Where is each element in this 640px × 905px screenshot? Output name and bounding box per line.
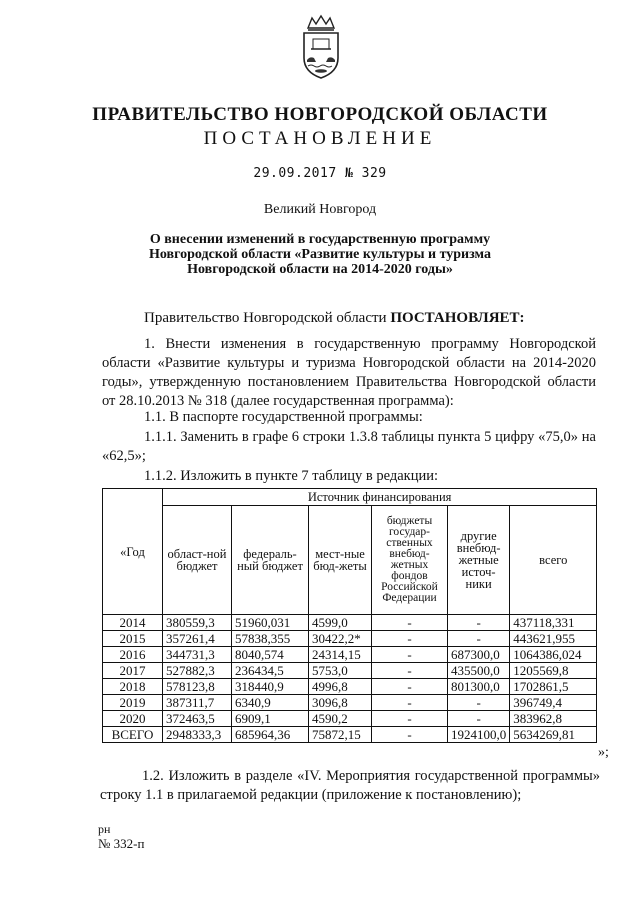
table-cell: 437118,331 bbox=[510, 615, 597, 631]
table-row bbox=[103, 647, 597, 663]
table-cell: - bbox=[372, 711, 448, 727]
table-row bbox=[103, 663, 597, 679]
paragraph-1-1: 1.1. В паспорте государственной программы: bbox=[144, 409, 423, 425]
table-cell: 5634269,81 bbox=[510, 727, 597, 743]
table-cell: 2016 bbox=[103, 647, 163, 663]
table-cell: - bbox=[372, 631, 448, 647]
subject-heading: О внесении изменений в государственную программу Новгородской области «Развитие культуры и туризма Новгородской области на 2014-2020 годы» bbox=[149, 232, 491, 277]
table-row bbox=[103, 631, 597, 647]
table-cell: 4599,0 bbox=[309, 615, 372, 631]
col-header: област-ной бюджет bbox=[163, 506, 232, 615]
table-cell: 6340,9 bbox=[232, 695, 309, 711]
table-cell: - bbox=[372, 615, 448, 631]
table-cell: 578123,8 bbox=[163, 679, 232, 695]
resolves-keyword: ПОСТАНОВЛЯЕТ: bbox=[390, 310, 525, 326]
table-cell: 3096,8 bbox=[309, 695, 372, 711]
table-cell: 236434,5 bbox=[232, 663, 309, 679]
table-cell: ВСЕГО bbox=[103, 727, 163, 743]
coat-of-arms-icon bbox=[298, 14, 344, 80]
table-cell: 2014 bbox=[103, 615, 163, 631]
table-cell: 4590,2 bbox=[309, 711, 372, 727]
table-cell: 685964,36 bbox=[232, 727, 309, 743]
footer-doc-code: № 332-п bbox=[98, 836, 145, 851]
col-header: федераль-ный бюджет bbox=[232, 506, 309, 615]
resolves-prefix: Правительство Новгородской области bbox=[144, 310, 391, 326]
table-cell: 2017 bbox=[103, 663, 163, 679]
financing-table bbox=[102, 488, 597, 743]
resolves-line bbox=[144, 310, 525, 327]
paragraph-1-1-1: 1.1.1. Заменить в графе 6 строки 1.3.8 таблицы пункта 5 цифру «75,0» на «62,5»; bbox=[102, 429, 596, 464]
table-cell: 2018 bbox=[103, 679, 163, 695]
table-row bbox=[103, 695, 597, 711]
table-cell: 2948333,3 bbox=[163, 727, 232, 743]
table-cell: 2020 bbox=[103, 711, 163, 727]
table-cell: - bbox=[448, 631, 510, 647]
table-cell: 6909,1 bbox=[232, 711, 309, 727]
table-row bbox=[103, 711, 597, 727]
table-cell: - bbox=[372, 695, 448, 711]
table-cell: - bbox=[372, 647, 448, 663]
table-cell: - bbox=[372, 663, 448, 679]
table-row bbox=[103, 727, 597, 743]
table-cell: 2015 bbox=[103, 631, 163, 647]
footer-initials: рн bbox=[98, 822, 111, 836]
table-cell: - bbox=[448, 615, 510, 631]
table-cell: - bbox=[372, 727, 448, 743]
table-closing-quote: »; bbox=[598, 745, 609, 760]
table-cell: 383962,8 bbox=[510, 711, 597, 727]
table-cell: 1924100,0 bbox=[448, 727, 510, 743]
table-cell: 5753,0 bbox=[309, 663, 372, 679]
table-cell: 380559,3 bbox=[163, 615, 232, 631]
col-header: мест-ные бюд-жеты bbox=[309, 506, 372, 615]
date-number: 29.09.2017 № 329 bbox=[253, 166, 387, 181]
table-cell: 4996,8 bbox=[309, 679, 372, 695]
table-row bbox=[103, 679, 597, 695]
table-cell: 387311,7 bbox=[163, 695, 232, 711]
table-cell: 2019 bbox=[103, 695, 163, 711]
table-cell: 318440,9 bbox=[232, 679, 309, 695]
table-cell: 51960,031 bbox=[232, 615, 309, 631]
document-type: ПОСТАНОВЛЕНИЕ bbox=[203, 128, 437, 149]
paragraph-1-2: 1.2. Изложить в разделе «IV. Мероприятия государственной программы» строку 1.1 в прилагаемой редакции (приложение к постановлению); bbox=[100, 768, 600, 803]
table-cell: 1064386,024 bbox=[510, 647, 597, 663]
table-cell: 527882,3 bbox=[163, 663, 232, 679]
table-cell: 1702861,5 bbox=[510, 679, 597, 695]
table-cell: 344731,3 bbox=[163, 647, 232, 663]
table-cell: 30422,2* bbox=[309, 631, 372, 647]
table-cell: 24314,15 bbox=[309, 647, 372, 663]
city: Великий Новгород bbox=[263, 202, 377, 217]
table-cell: 8040,574 bbox=[232, 647, 309, 663]
source-group-header: Источник финансирования bbox=[163, 489, 597, 506]
table-cell: 57838,355 bbox=[232, 631, 309, 647]
col-header: всего bbox=[510, 506, 597, 615]
government-title: ПРАВИТЕЛЬСТВО НОВГОРОДСКОЙ ОБЛАСТИ bbox=[92, 104, 548, 125]
col-header: другие внебюд-жетные источ-ники bbox=[448, 506, 510, 615]
table-row bbox=[103, 615, 597, 631]
table-cell: 1205569,8 bbox=[510, 663, 597, 679]
table-cell: 75872,15 bbox=[309, 727, 372, 743]
table-cell: 687300,0 bbox=[448, 647, 510, 663]
table-cell: - bbox=[448, 695, 510, 711]
year-header: «Год bbox=[103, 489, 163, 615]
table-cell: - bbox=[448, 711, 510, 727]
paragraph-1-1-2: 1.1.2. Изложить в пункте 7 таблицу в редакции: bbox=[144, 468, 439, 484]
table-cell: 435500,0 bbox=[448, 663, 510, 679]
table-cell: - bbox=[372, 679, 448, 695]
table-cell: 443621,955 bbox=[510, 631, 597, 647]
table-cell: 357261,4 bbox=[163, 631, 232, 647]
table-cell: 801300,0 bbox=[448, 679, 510, 695]
col-header: бюджеты государ-ственных внебюд-жетных фондов Российской Федерации bbox=[372, 506, 448, 615]
table-cell: 396749,4 bbox=[510, 695, 597, 711]
table-cell: 372463,5 bbox=[163, 711, 232, 727]
paragraph-1: 1. Внести изменения в государственную программу Новгородской области «Развитие культуры и туризма Новгородской области на 2014-2020 годы», утвержденную постановлением Правительства Новгородской области от 28.10.2013 № 318 (далее государственная программа): bbox=[102, 336, 596, 409]
